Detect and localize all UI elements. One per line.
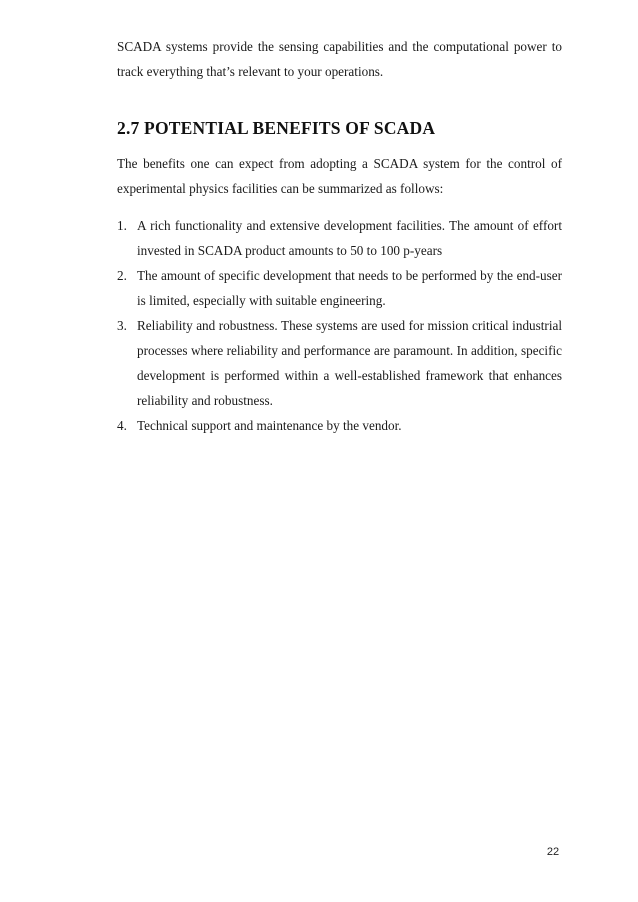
benefit-text: A rich functionality and extensive development facilities. The amount of effort invested in SCADA product amounts to 50 to 100 p-years <box>137 218 562 258</box>
benefit-item <box>117 263 562 313</box>
benefit-number: 2. <box>117 268 127 283</box>
benefit-number: 4. <box>117 418 127 433</box>
benefit-text: The amount of specific development that needs to be performed by the end-user is limited, especially with suitable engineering. <box>137 268 562 308</box>
intro-paragraph: The benefits one can expect from adopting a SCADA system for the control of experimental physics facilities can be summarized as follows: <box>117 156 562 196</box>
benefit-text: Reliability and robustness. These systems are used for mission critical industrial processes where reliability and performance are paramount. In addition, specific development is performed within a well-established framework that enhances reliability and robustness. <box>137 318 562 408</box>
page-number: 22 <box>546 846 560 858</box>
section-heading: 2.7 POTENTIAL BENEFITS OF SCADA <box>117 118 436 138</box>
page-content <box>117 34 562 438</box>
benefit-item <box>117 413 562 438</box>
benefit-text: Technical support and maintenance by the vendor. <box>137 418 402 433</box>
benefit-item <box>117 213 562 263</box>
benefit-number: 3. <box>117 318 127 333</box>
benefits-list <box>117 213 562 438</box>
benefit-item <box>117 313 562 413</box>
benefit-number: 1. <box>117 218 127 233</box>
opening-paragraph: SCADA systems provide the sensing capabilities and the computational power to track everything that’s relevant to your operations. <box>117 39 562 79</box>
